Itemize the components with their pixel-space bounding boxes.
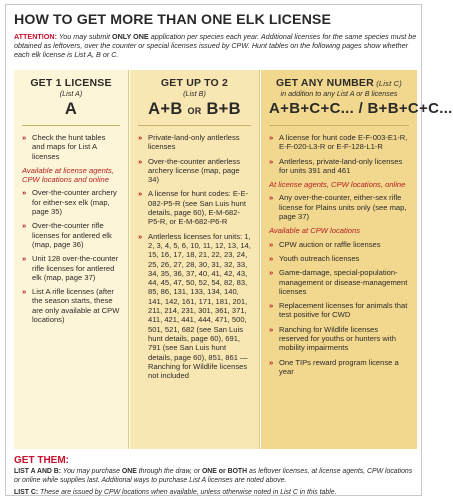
- note-emphasis: ONE: [121, 468, 137, 475]
- column-subtitle: in addition to any List A or B licenses: [280, 89, 398, 98]
- section-label: Available at license agents, CPW locations and online: [22, 165, 114, 185]
- section-label: At license agents, CPW locations, online: [269, 180, 406, 190]
- note-text: These are issued by CPW locations when available, unless otherwise noted in List C in this table.: [38, 489, 337, 496]
- list-item: » Over-the-counter rifle licenses for antlered elk (map, page 36): [22, 221, 120, 249]
- column-subtitle: (List A): [59, 89, 83, 98]
- column-body: [269, 126, 409, 376]
- list-item: » CPW auction or raffle licenses: [269, 240, 409, 249]
- column-title-suffix: (List C): [373, 79, 402, 88]
- intro-text-b: application per species each year. Additional licenses for the same species must be obtained as leftovers, over the counter or special licenses issued by CPW. Hunt tables on the following pages show whether each elk license is List A, B or C.: [14, 32, 417, 60]
- column-formula: A: [64, 99, 78, 118]
- list-item: » Unit 128 over-the-counter rifle licenses for antlered elk (map, page 37): [22, 254, 120, 282]
- column-header: [138, 70, 251, 126]
- intro-only-one: ONLY ONE: [111, 32, 149, 41]
- note-list-c: [14, 489, 418, 498]
- section-label: Available at CPW locations: [269, 226, 361, 236]
- page-title: HOW TO GET MORE THAN ONE ELK LICENSE: [14, 12, 332, 28]
- column-formula: [138, 100, 251, 119]
- list-item: » Game-damage, special-population-management or disease-management licenses: [269, 268, 409, 296]
- list-item: » Private-land-only antlerless licenses: [138, 133, 251, 152]
- note-label: LIST A AND B:: [14, 468, 62, 475]
- column-header: [269, 70, 453, 126]
- list-item: » Youth outreach licenses: [269, 254, 409, 263]
- attention-label: ATTENTION:: [14, 32, 57, 41]
- list-item: » Antlerless, private-land-only licenses for units 391 and 461: [269, 157, 409, 176]
- list-item: » Replacement licenses for animals that test positive for CWD: [269, 301, 409, 320]
- note-label: LIST C:: [14, 489, 39, 496]
- column-list-a: [14, 70, 129, 449]
- formula-right: B+B: [206, 99, 241, 118]
- list-item: » A license for hunt codes: E-E-082-P5-R (see San Luis hunt details, page 60), E-M-682-P5-R, or E-M-682-P6-R: [138, 189, 251, 226]
- intro-paragraph: [14, 32, 418, 60]
- intro-text-a: You may submit: [56, 32, 112, 41]
- note-text: as leftover licenses, at license agents, CPW locations or online while supplies last. Additional ways to purchase List A licenses are noted above.: [14, 468, 413, 484]
- get-them-heading: GET THEM:: [14, 455, 69, 466]
- column-formula: A+B+C+C... / B+B+C+C...: [269, 99, 453, 117]
- column-title: GET 1 LICENSE: [30, 77, 112, 89]
- list-item: » Over-the-counter antlerless archery license (map, page 34): [138, 157, 251, 185]
- column-subtitle: (List B): [183, 89, 206, 98]
- column-header: [22, 70, 120, 126]
- formula-or: OR: [187, 105, 202, 116]
- formula-left: A+B: [148, 99, 183, 118]
- note-text: You may purchase: [61, 468, 122, 475]
- column-title: [269, 77, 409, 89]
- list-item: » Check the hunt tables and maps for List A licenses: [22, 133, 120, 161]
- note-text: through the draw, or: [136, 468, 202, 475]
- list-item: » Over-the-counter archery for either-sex elk (map, page 35): [22, 188, 120, 216]
- list-item: » A license for hunt code E-F-003-E1-R, E-F-020-L3-R or E-F-128-L1-R: [269, 133, 409, 152]
- column-list-b: [130, 70, 260, 449]
- column-title-main: GET ANY NUMBER: [276, 77, 374, 89]
- note-emphasis: ONE or BOTH: [201, 468, 248, 475]
- column-list-c: [261, 70, 453, 449]
- note-list-a-b: [14, 468, 418, 485]
- list-item: » Ranching for Wildlife licenses reserved for youths or hunters with mobility impairments: [269, 325, 409, 353]
- list-item: » Antlerless licenses for units: 1, 2, 3, 4, 5, 6, 10, 11, 12, 13, 14, 15, 16, 17, 18, 21, 22, 23, 24, 25, 26, 27, 28, 30, 31, 32, 33, 34, 35, 36, 37, 40, 41, 42, 43, 44, 45, 47, 50, 52, 54, 82, 83, 85, 86, 131, 133, 134, 140, 141, 142, 161, 171, 181, 201, 211, 214, 231, 301, 361, 371, 411, 421, 441, 444, 471, 500, 501, 521, 682 (see San Luis hunt details, page 60), 691, 791 (see San Luis hunt details, page 60), 851, 861 — Ranching for Wildlife licenses not included: [138, 232, 251, 381]
- list-item: » One TIPs reward program license a year: [269, 358, 409, 377]
- license-columns: [14, 70, 453, 449]
- list-item: » List A rifle licenses (after the season starts, these are only available at CPW locations): [22, 287, 120, 324]
- column-body: [138, 126, 251, 380]
- column-body: [22, 126, 120, 324]
- column-title: GET UP TO 2: [160, 77, 229, 89]
- info-panel: [5, 4, 453, 496]
- list-item: » Any over-the-counter, either-sex rifle license for Plains units only (see map, page 37): [269, 193, 409, 221]
